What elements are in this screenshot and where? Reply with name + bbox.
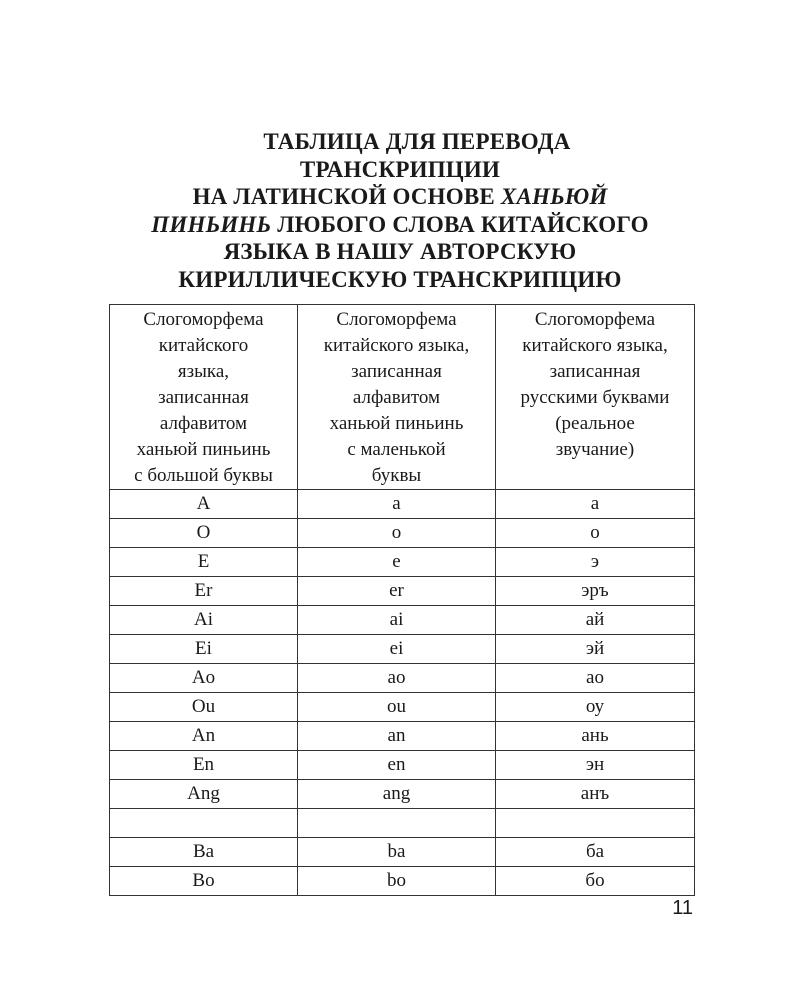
table-cell: ао — [496, 664, 695, 693]
table-cell: ай — [496, 606, 695, 635]
table-row — [110, 751, 695, 780]
column-header-line: китайского языка, — [522, 335, 668, 356]
table-cell: ang — [298, 780, 496, 809]
table-cell: Ba — [110, 838, 298, 867]
table-cell: э — [496, 548, 695, 577]
table-cell: en — [298, 751, 496, 780]
page-number: 11 — [672, 897, 693, 919]
table-cell: бо — [496, 867, 695, 896]
table-cell: а — [496, 490, 695, 519]
table-cell — [298, 809, 496, 838]
table-cell: Ei — [110, 635, 298, 664]
table-cell: Ou — [110, 693, 298, 722]
column-header-line: языка, — [177, 361, 230, 382]
title-italic-text: ПИНЬИНЬ — [151, 211, 272, 237]
table-cell: Er — [110, 577, 298, 606]
table-cell: эн — [496, 751, 695, 780]
column-header-line: алфавитом — [352, 387, 441, 408]
table-cell — [496, 809, 695, 838]
column-header-line: китайского языка, — [323, 335, 470, 356]
transliteration-table — [109, 304, 695, 896]
table-body — [110, 490, 695, 896]
table-cell: a — [298, 490, 496, 519]
table-cell: Ang — [110, 780, 298, 809]
table-cell: ба — [496, 838, 695, 867]
title-italic-text: ХАНЬЮЙ — [500, 184, 608, 210]
table-cell: ou — [298, 693, 496, 722]
table-cell: o — [298, 519, 496, 548]
column-header-line: буквы — [371, 465, 422, 486]
title-line: ЯЗЫКА В НАШУ АВТОРСКУЮ — [223, 239, 577, 265]
table-cell: An — [110, 722, 298, 751]
column-header — [110, 305, 298, 490]
table-cell: A — [110, 490, 298, 519]
column-header-line: Слогоморфема — [336, 309, 457, 330]
table-row — [110, 780, 695, 809]
table-cell: ань — [496, 722, 695, 751]
column-header-line: Слогоморфема — [534, 309, 656, 330]
column-header-line: алфавитом — [159, 413, 248, 434]
column-header-line: Слогоморфема — [143, 309, 264, 330]
table-cell: Bo — [110, 867, 298, 896]
column-header-line: русскими буквами — [520, 387, 670, 408]
page-title — [100, 128, 700, 294]
column-header-line: записанная — [158, 387, 249, 408]
title-line — [100, 211, 700, 239]
table-cell: an — [298, 722, 496, 751]
column-header-line: записанная — [351, 361, 442, 382]
table-row — [110, 664, 695, 693]
table-row — [110, 693, 695, 722]
table-cell: En — [110, 751, 298, 780]
table-cell: Ao — [110, 664, 298, 693]
table-cell: ei — [298, 635, 496, 664]
table-cell: Ai — [110, 606, 298, 635]
table-cell: эръ — [496, 577, 695, 606]
title-text: НА ЛАТИНСКОЙ ОСНОВЕ — [192, 184, 501, 210]
column-header-line: с большой буквы — [134, 465, 273, 486]
table-row — [110, 722, 695, 751]
table-cell: er — [298, 577, 496, 606]
table-row — [110, 519, 695, 548]
table-cell: E — [110, 548, 298, 577]
column-header — [496, 305, 695, 490]
table-row — [110, 809, 695, 838]
table-row — [110, 606, 695, 635]
table-cell: ai — [298, 606, 496, 635]
table-cell: e — [298, 548, 496, 577]
table-cell: о — [496, 519, 695, 548]
table-cell — [110, 809, 298, 838]
column-header — [298, 305, 496, 490]
table-header-row — [110, 305, 695, 490]
table-row — [110, 577, 695, 606]
table-row — [110, 490, 695, 519]
title-line: ТРАНСКРИПЦИИ — [299, 156, 501, 182]
title-text: ЛЮБОГО СЛОВА КИТАЙСКОГО — [271, 211, 649, 237]
title-line: КИРИЛЛИЧЕСКУЮ ТРАНСКРИПЦИЮ — [178, 266, 622, 292]
table-cell: анъ — [496, 780, 695, 809]
table-row — [110, 635, 695, 664]
column-header-line: (реальное — [555, 413, 635, 434]
column-header-line: с маленькой — [347, 439, 446, 460]
column-header-line: звучание) — [555, 439, 635, 460]
table-cell: bo — [298, 867, 496, 896]
table-row — [110, 838, 695, 867]
table-cell: эй — [496, 635, 695, 664]
column-header-line: китайского — [158, 335, 249, 356]
table-row — [110, 548, 695, 577]
title-line — [100, 183, 700, 211]
title-line: ТАБЛИЦА ДЛЯ ПЕРЕВОДА — [263, 129, 571, 154]
column-header-line: ханьюй пиньинь — [329, 413, 464, 434]
table-cell: оу — [496, 693, 695, 722]
column-header-line: ханьюй пиньинь — [136, 439, 271, 460]
table-cell: O — [110, 519, 298, 548]
table-row — [110, 867, 695, 896]
table-cell: ba — [298, 838, 496, 867]
column-header-line: записанная — [549, 361, 641, 382]
table-cell: ao — [298, 664, 496, 693]
